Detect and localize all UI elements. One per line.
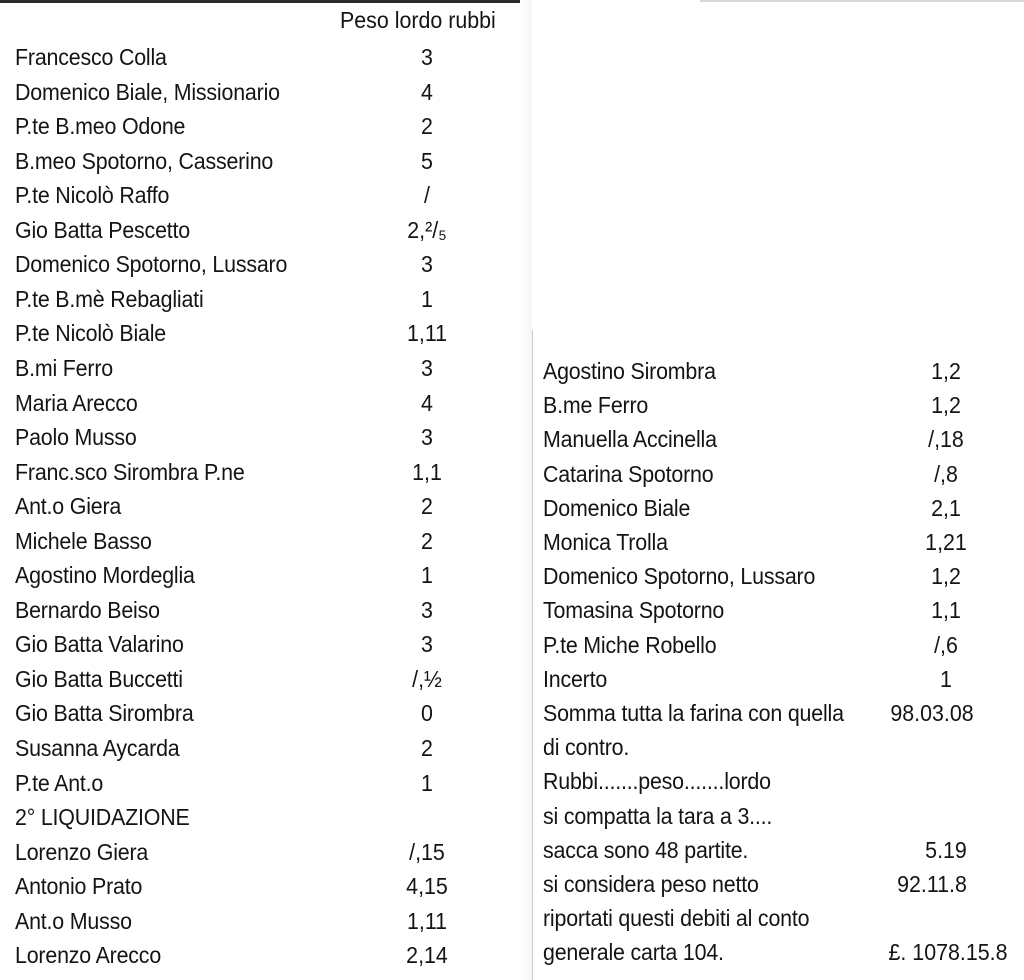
right-entry-value: 1,2 <box>931 392 961 419</box>
right-entry-name: si compatta la tara a 3.... <box>543 802 773 829</box>
left-entry-name: Gio Batta Valarino <box>15 631 184 658</box>
left-entry-name: Gio Batta Buccetti <box>15 665 183 692</box>
left-entry-name: Domenico Biale, Missionario <box>15 78 280 105</box>
left-entry-name: Bernardo Beiso <box>15 596 160 623</box>
right-entry-name: di contro. <box>543 734 630 761</box>
left-entry-name: Agostino Mordeglia <box>15 562 195 589</box>
left-entry-name: 2° LIQUIDAZIONE <box>15 804 190 831</box>
left-entry-name: Ant.o Musso <box>15 907 132 934</box>
right-entry-name: P.te Miche Robello <box>543 631 717 658</box>
left-entry-name: B.meo Spotorno, Casserino <box>15 147 274 174</box>
left-entry-value: 4,15 <box>406 873 448 900</box>
right-entry-name: riportati questi debiti al conto <box>543 905 810 932</box>
right-entry-value: 92.11.8 <box>897 871 967 897</box>
column-header: Peso lordo rubbi <box>340 7 496 33</box>
left-entry-name: Domenico Spotorno, Lussaro <box>15 251 288 278</box>
left-entry-value: / <box>424 182 430 209</box>
left-entry-value: 2 <box>421 527 433 554</box>
right-entry-name: Agostino Sirombra <box>543 358 716 384</box>
left-entry-name: P.te Nicolò Raffo <box>15 182 170 209</box>
right-entry-name: si considera peso netto <box>543 871 759 897</box>
left-entry-name: Antonio Prato <box>15 873 143 900</box>
left-entry-name: Gio Batta Sirombra <box>15 700 194 727</box>
right-entry-value: 2,1 <box>931 494 961 521</box>
left-entry-name: P.te Nicolò Biale <box>15 320 167 347</box>
left-entry-name: Lorenzo Giera <box>15 838 149 865</box>
left-entry-name: Susanna Aycarda <box>15 735 180 761</box>
right-entry-name: B.me Ferro <box>543 392 649 419</box>
right-entry-value: £. 1078.15.8 <box>888 939 1008 966</box>
right-entry-name: Manuella Accinella <box>543 426 717 453</box>
left-entry-value: 3 <box>421 354 433 381</box>
right-entry-value: 1,1 <box>931 597 961 624</box>
left-entry-value: 4 <box>421 389 433 416</box>
left-entry-name: Michele Basso <box>15 527 152 554</box>
left-entry-value: 1 <box>421 285 433 312</box>
left-entry-name: P.te B.mè Rebagliati <box>15 285 204 312</box>
left-entry-value: 3 <box>421 44 433 70</box>
left-entry-name: Lorenzo Arecco <box>15 942 162 969</box>
right-entry-value: /,8 <box>934 460 958 487</box>
left-entry-value: 2,²/₅ <box>407 216 447 243</box>
left-entry-value: 2,14 <box>406 942 448 969</box>
right-entry-name: Incerto <box>543 665 608 692</box>
right-entry-value: /,6 <box>934 631 958 658</box>
left-entry-name: Francesco Colla <box>15 44 167 70</box>
right-entry-value: 5.19 <box>925 836 967 863</box>
right-entry-name: sacca sono 48 partite. <box>543 836 749 863</box>
right-entry-value: 1,2 <box>931 563 961 590</box>
left-entry-value: 2 <box>421 735 433 761</box>
right-entry-name: Somma tutta la farina con quella <box>543 700 844 726</box>
right-entry-value: /,18 <box>928 426 964 453</box>
left-entry-value: 0 <box>421 700 433 727</box>
left-entry-value: 3 <box>421 631 433 658</box>
left-entry-name: P.te B.meo Odone <box>15 113 186 140</box>
right-entry-value: 1 <box>940 665 952 692</box>
page-fold-shadow <box>520 0 532 980</box>
right-entry-name: Monica Trolla <box>543 529 668 555</box>
left-entry-name: Franc.sco Sirombra P.ne <box>15 458 245 485</box>
left-entry-value: 2 <box>421 113 433 140</box>
left-entry-value: /,15 <box>409 838 445 865</box>
left-entry-name: Maria Arecco <box>15 389 138 416</box>
left-entry-name: P.te Ant.o <box>15 769 104 796</box>
left-entry-value: 1,1 <box>412 458 442 485</box>
right-entry-name: Rubbi.......peso.......lordo <box>543 768 771 795</box>
left-entry-value: /,½ <box>412 665 442 692</box>
top-border <box>0 0 530 3</box>
right-entry-name: Tomasina Spotorno <box>543 597 725 624</box>
left-entry-name: Gio Batta Pescetto <box>15 216 190 243</box>
left-entry-value: 1 <box>421 769 433 796</box>
left-entry-value: 3 <box>421 424 433 451</box>
left-entry-name: Paolo Musso <box>15 424 137 451</box>
right-entry-name: generale carta 104. <box>543 939 724 966</box>
right-entry-name: Domenico Spotorno, Lussaro <box>543 563 816 590</box>
left-entry-value: 5 <box>421 147 433 174</box>
right-entry-value: 1,21 <box>925 529 967 555</box>
left-entry-value: 1 <box>421 562 433 589</box>
left-entry-value: 1,11 <box>406 907 448 934</box>
left-entry-value: 1,11 <box>406 320 448 347</box>
left-entry-value: 2 <box>421 493 433 520</box>
left-entry-value: 3 <box>421 596 433 623</box>
right-entry-name: Domenico Biale <box>543 494 691 521</box>
right-entry-value: 1,2 <box>931 358 961 384</box>
right-entry-name: Catarina Spotorno <box>543 460 714 487</box>
left-entry-value: 3 <box>421 251 433 278</box>
top-border-right <box>700 0 1024 2</box>
left-entry-name: Ant.o Giera <box>15 493 122 520</box>
left-entry-name: B.mi Ferro <box>15 354 113 381</box>
right-entry-value: 98.03.08 <box>890 700 974 726</box>
left-entry-value: 4 <box>421 78 433 105</box>
